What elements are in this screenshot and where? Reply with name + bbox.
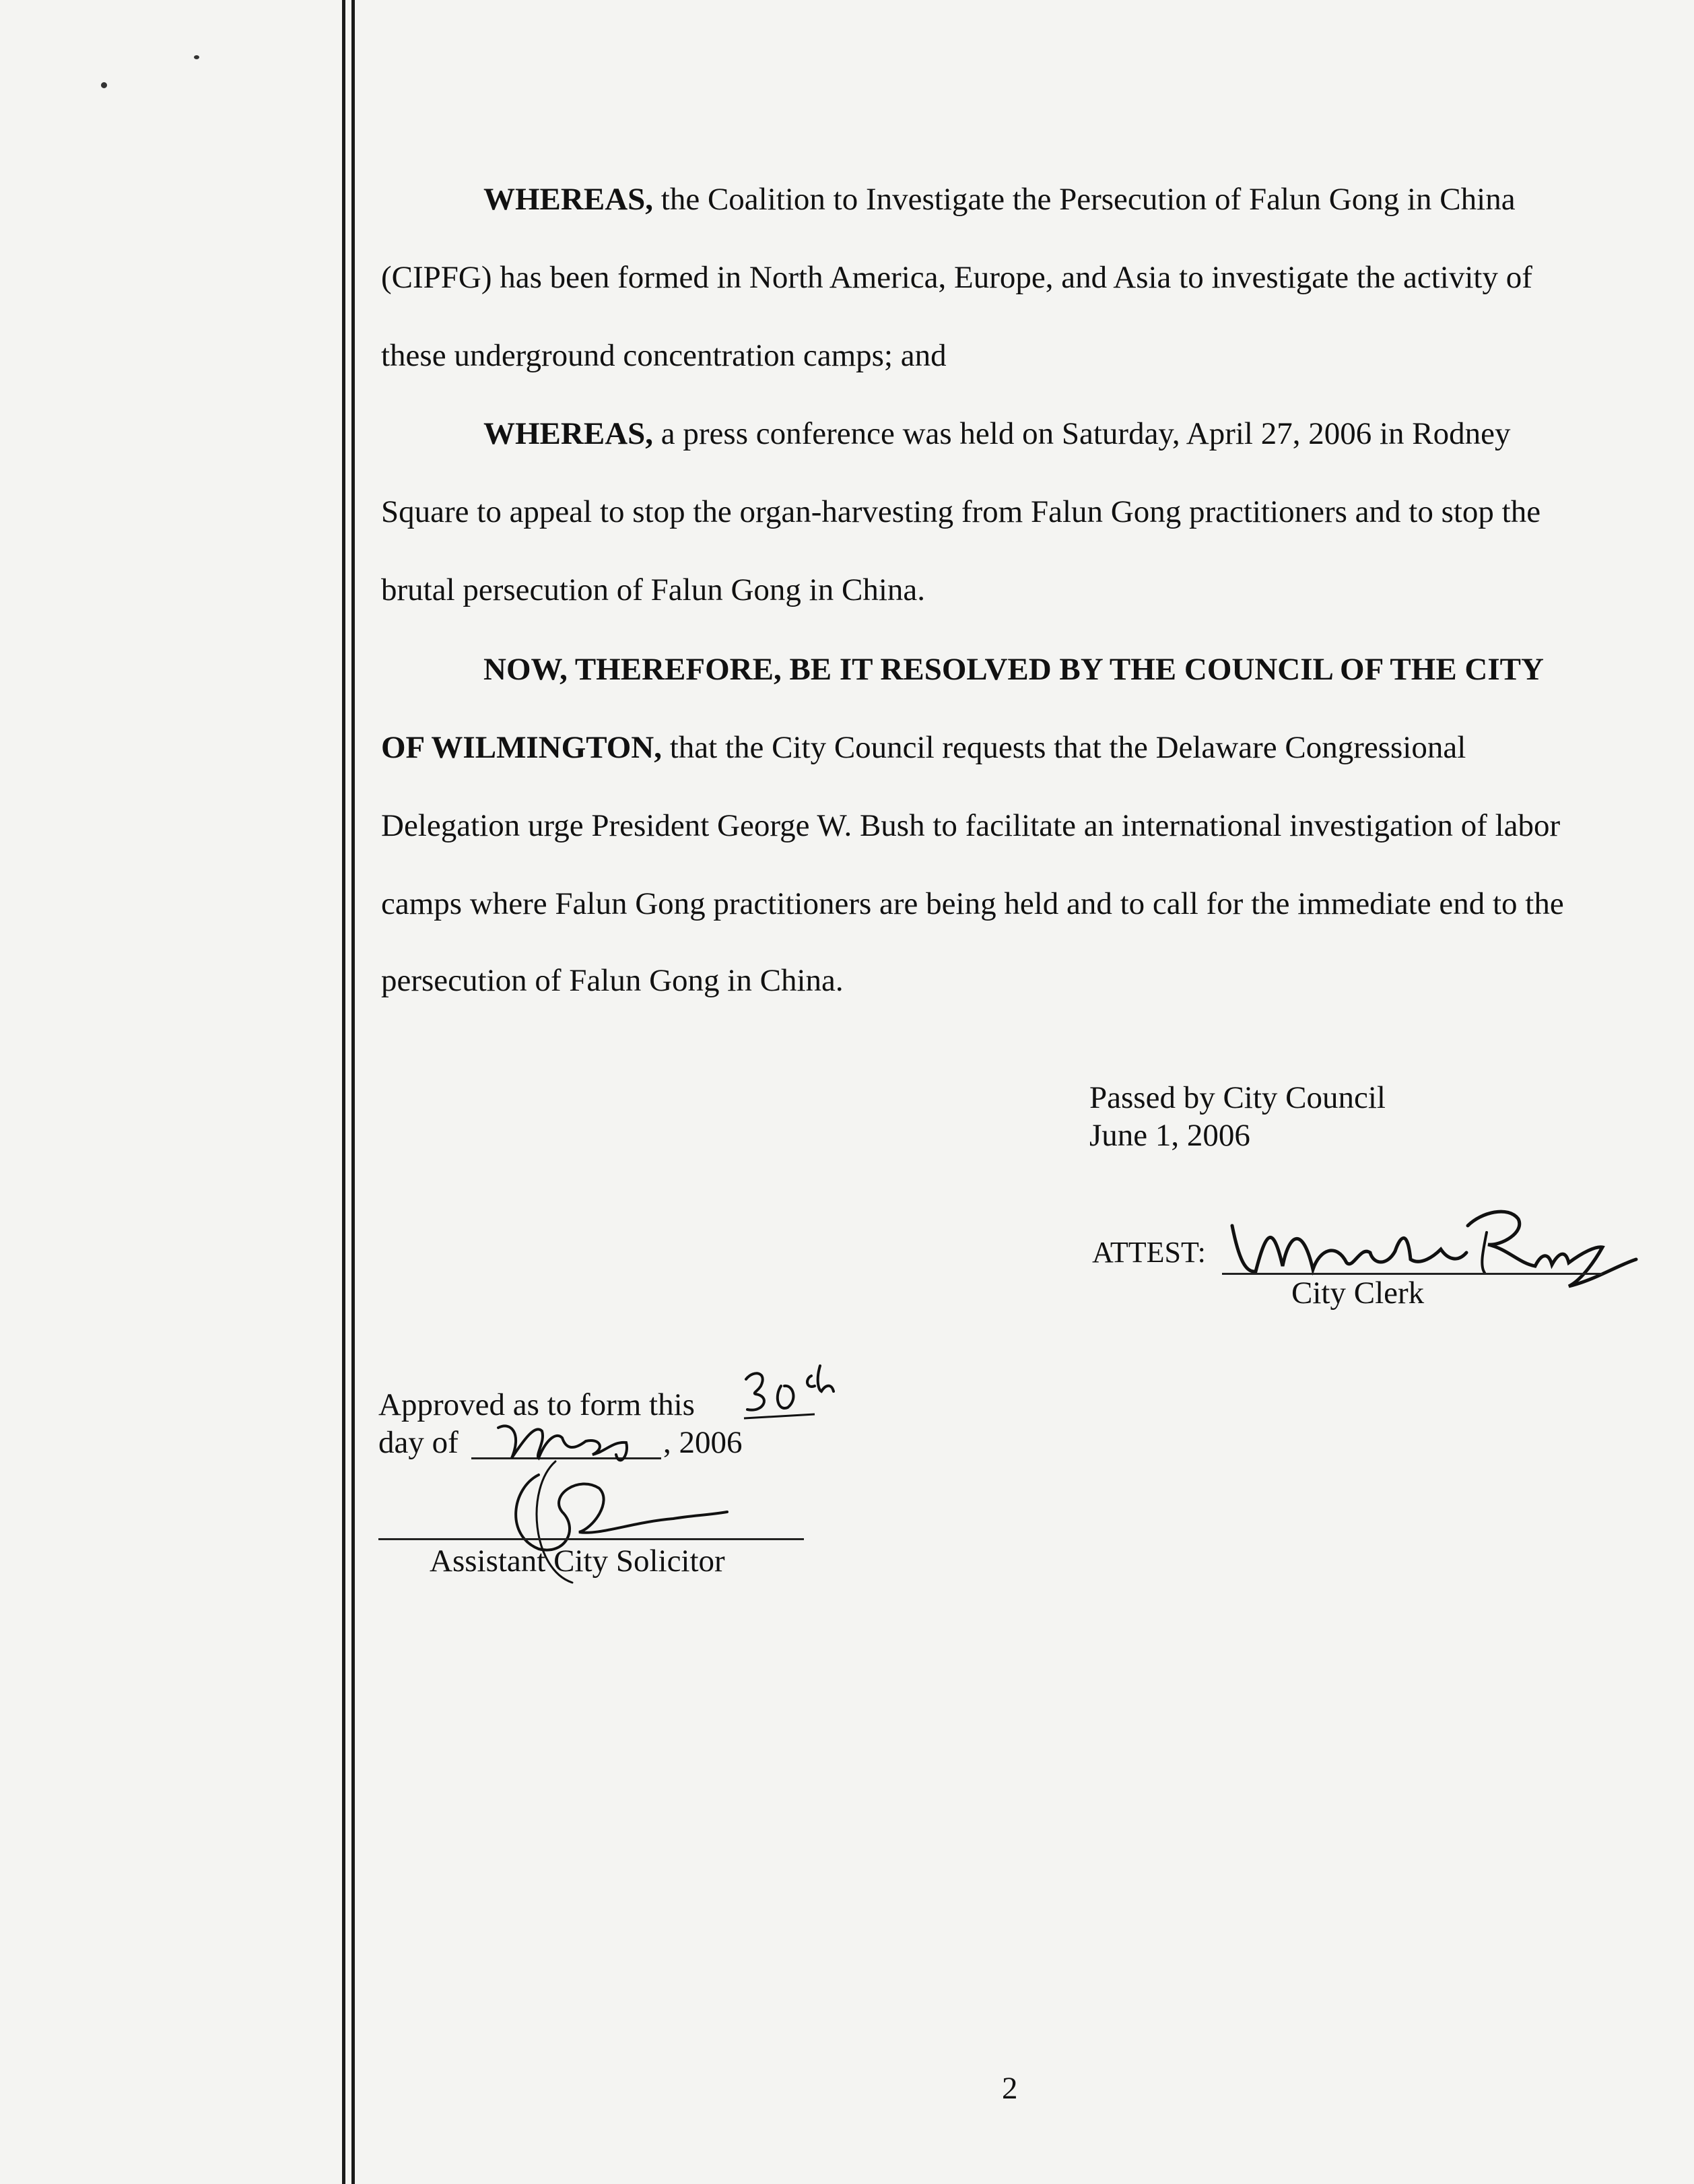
solicitor-title: Assistant City Solicitor (430, 1544, 725, 1579)
city-clerk-title: City Clerk (1291, 1276, 1425, 1311)
scan-speck (194, 55, 199, 59)
margin-rule-right (351, 0, 355, 2184)
scan-speck (101, 82, 107, 88)
paragraph-1-line-1: WHEREAS, the Coalition to Investigate the Persecution of Falun Gong in China (483, 182, 1516, 217)
page-number: 2 (1002, 2071, 1018, 2106)
margin-rule-left (342, 0, 345, 2184)
paragraph-2-line-2: Square to appeal to stop the organ-harvesting from Falun Gong practitioners and to stop the (381, 494, 1541, 529)
solicitor-signature-line (378, 1538, 804, 1540)
approval-line-1: Approved as to form this (378, 1387, 695, 1422)
whereas-lead: WHEREAS, (483, 416, 654, 451)
handwritten-day (741, 1359, 842, 1426)
clerk-signature (1219, 1185, 1650, 1300)
approval-year: , 2006 (663, 1425, 743, 1460)
paragraph-2-line-1: WHEREAS, a press conference was held on Saturday, April 27, 2006 in Rodney (483, 416, 1511, 451)
resolution-heading: NOW, THEREFORE, BE IT RESOLVED BY THE COUNCIL OF THE CITY (483, 652, 1544, 687)
resolution-line-2: Delegation urge President George W. Bush to facilitate an international investigation of labor (381, 808, 1561, 843)
passed-date: June 1, 2006 (1089, 1118, 1250, 1153)
resolution-line-4: persecution of Falun Gong in China. (381, 963, 844, 998)
passed-by-council: Passed by City Council (1089, 1080, 1386, 1115)
resolution-line-3: camps where Falun Gong practitioners are being held and to call for the immediate end to the (381, 886, 1564, 921)
attest-label: ATTEST: (1092, 1236, 1206, 1269)
resolution-line-1: OF WILMINGTON, that the City Council requests that the Delaware Congressional (381, 730, 1466, 765)
paragraph-1-line-3: these underground concentration camps; and (381, 338, 947, 373)
paragraph-1-line-2: (CIPFG) has been formed in North America, Europe, and Asia to investigate the activity of (381, 260, 1532, 295)
paragraph-2-line-3: brutal persecution of Falun Gong in China. (381, 572, 925, 607)
approval-line-2: day of (378, 1425, 459, 1460)
whereas-lead: WHEREAS, (483, 182, 654, 217)
